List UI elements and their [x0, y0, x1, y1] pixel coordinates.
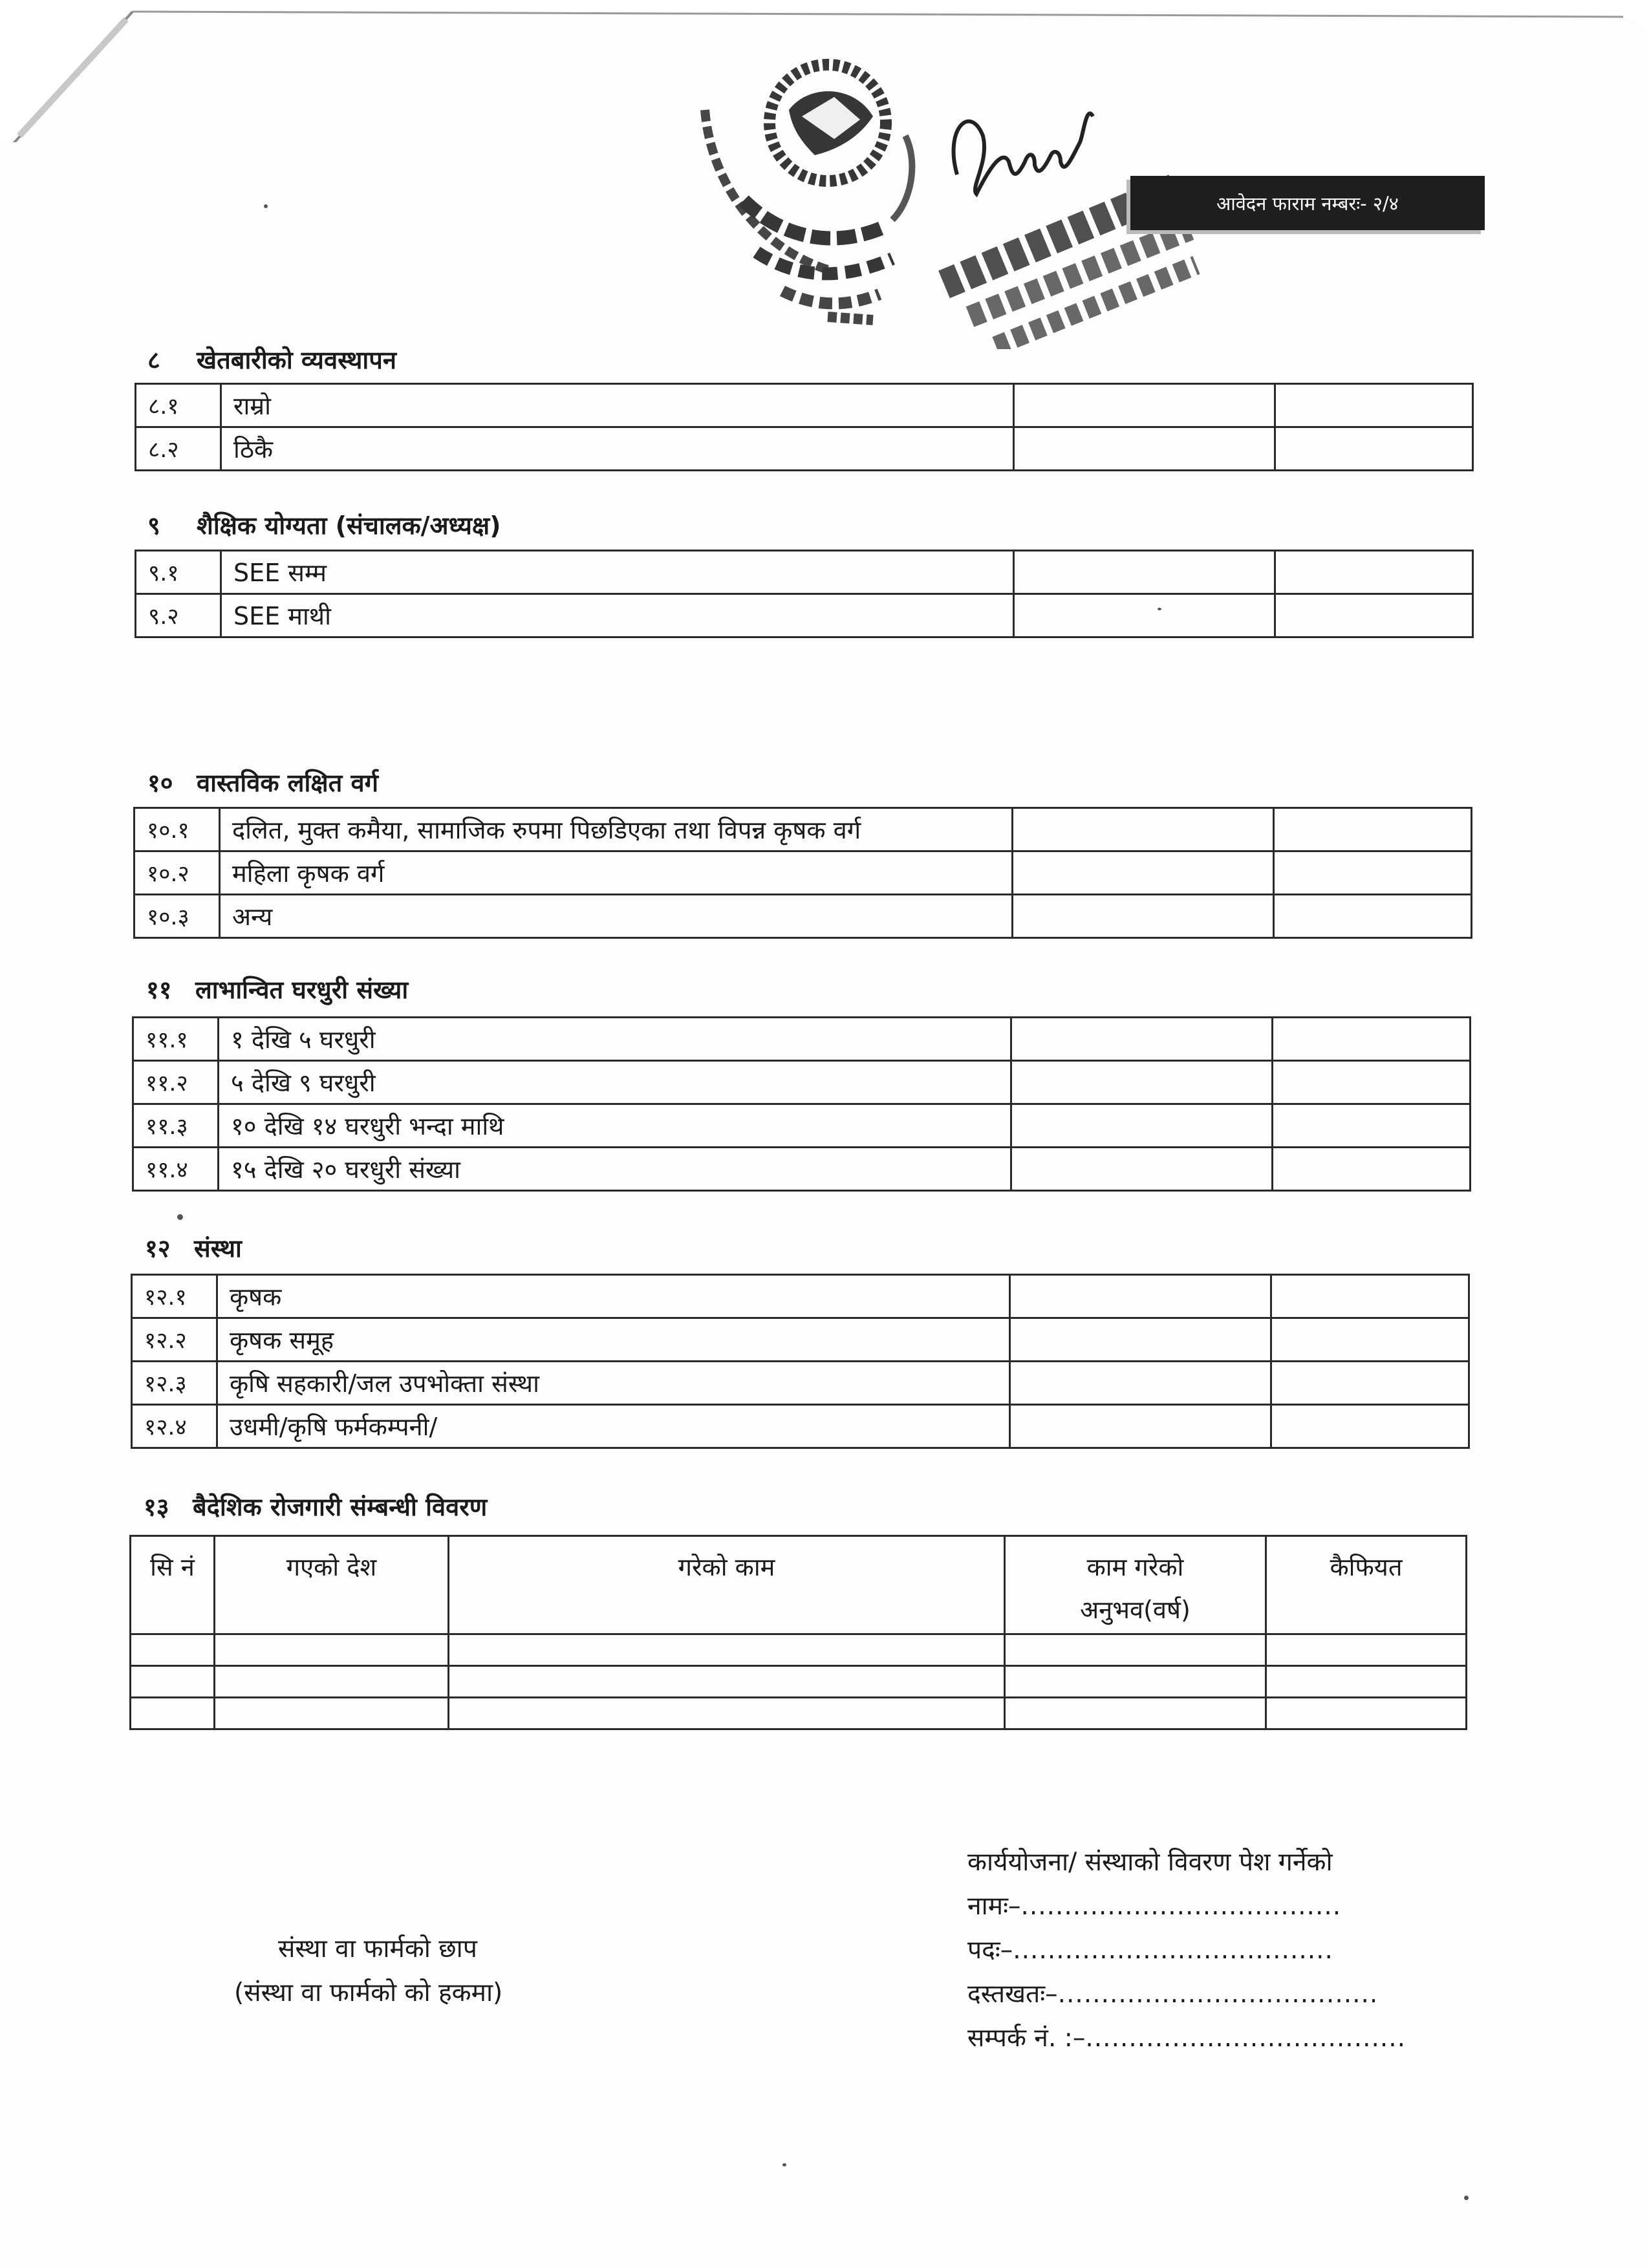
row-code: ११.३	[133, 1104, 219, 1148]
row-code: १२.१	[132, 1275, 217, 1318]
table-row	[132, 1275, 1469, 1318]
table-row	[136, 551, 1473, 594]
foreign-employment-table	[129, 1535, 1467, 1730]
scan-speck	[177, 1214, 183, 1220]
post-label: पदः–	[967, 1936, 1013, 1965]
row-code: १२.२	[132, 1318, 217, 1362]
table-row	[136, 427, 1473, 471]
section-heading: संस्था	[194, 1234, 242, 1263]
table-row	[132, 1405, 1469, 1448]
row-label: कृषि सहकारी/जल उपभोक्ता संस्था	[217, 1362, 1010, 1405]
column-header: सि नं	[131, 1536, 215, 1634]
table-row	[133, 1148, 1471, 1191]
name-dotted-line: .....................................	[1020, 1892, 1342, 1921]
row-answer-cell[interactable]	[1013, 808, 1274, 851]
row-remark-cell[interactable]	[1273, 1061, 1471, 1104]
row-label: १ देखि ५ घरधुरी	[219, 1018, 1011, 1061]
row-label: SEE माथी	[221, 594, 1014, 637]
row-answer-cell[interactable]	[1014, 551, 1275, 594]
table-cell[interactable]	[131, 1634, 215, 1666]
row-remark-cell[interactable]	[1274, 895, 1472, 938]
section-heading: खेतबारीको व्यवस्थापन	[197, 346, 396, 374]
name-field[interactable]	[967, 1888, 1341, 1922]
contact-field[interactable]	[967, 2020, 1406, 2054]
row-code: १०.१	[135, 808, 220, 851]
row-label: १० देखि १४ घरधुरी भन्दा माथि	[219, 1104, 1011, 1148]
table-row	[131, 1634, 1467, 1666]
row-code: १०.३	[135, 895, 220, 938]
row-answer-cell[interactable]	[1014, 384, 1275, 427]
row-remark-cell[interactable]	[1273, 1018, 1471, 1061]
section-9-title	[147, 508, 501, 542]
column-header: गएको देश	[215, 1536, 449, 1634]
form-number-label: आवेदन फाराम नम्बरः- २/४	[1130, 176, 1485, 230]
section-number: ११	[146, 976, 172, 1004]
section-12-title	[145, 1231, 242, 1265]
row-remark-cell[interactable]	[1275, 551, 1473, 594]
table-row	[135, 851, 1472, 895]
row-code: ११.१	[133, 1018, 219, 1061]
scan-speck	[1464, 2196, 1469, 2200]
row-code: ९.१	[136, 551, 221, 594]
section-9-table	[135, 550, 1474, 638]
table-row	[133, 1061, 1471, 1104]
name-label: नामः–	[967, 1892, 1021, 1921]
section-number: १२	[145, 1234, 171, 1263]
row-code: ११.४	[133, 1148, 219, 1191]
row-label: SEE सम्म	[221, 551, 1014, 594]
row-remark-cell[interactable]	[1275, 384, 1473, 427]
row-code: १२.४	[132, 1405, 217, 1448]
row-answer-cell[interactable]	[1014, 427, 1275, 471]
row-remark-cell[interactable]	[1273, 1148, 1471, 1191]
row-answer-cell[interactable]	[1014, 594, 1275, 637]
signature-field[interactable]	[967, 1976, 1378, 2010]
table-cell[interactable]	[131, 1666, 215, 1698]
table-row	[132, 1362, 1469, 1405]
row-answer-cell[interactable]	[1010, 1275, 1271, 1318]
table-row	[131, 1666, 1467, 1698]
row-remark-cell[interactable]	[1271, 1405, 1469, 1448]
table-cell[interactable]	[131, 1698, 215, 1729]
row-label: ५ देखि ९ घरधुरी	[219, 1061, 1011, 1104]
section-11-table	[132, 1016, 1471, 1192]
table-header-row	[131, 1536, 1467, 1634]
row-code: ८.२	[136, 427, 221, 471]
section-8-title	[147, 343, 396, 376]
table-cell[interactable]	[1266, 1698, 1467, 1729]
table-cell[interactable]	[1266, 1634, 1467, 1666]
scan-speck	[1158, 608, 1161, 610]
row-code: ८.१	[136, 384, 221, 427]
section-11-title	[146, 972, 408, 1006]
table-cell[interactable]	[215, 1666, 449, 1698]
table-row	[133, 1104, 1471, 1148]
row-label: दलित, मुक्त कमैया, सामाजिक रुपमा पिछडिएका तथा विपन्न कृषक वर्ग	[220, 808, 1013, 851]
section-10-title	[147, 765, 378, 799]
row-answer-cell[interactable]	[1013, 895, 1274, 938]
section-8-table	[135, 383, 1474, 471]
row-answer-cell[interactable]	[1011, 1104, 1273, 1148]
table-row	[135, 808, 1472, 851]
row-remark-cell[interactable]	[1271, 1318, 1469, 1362]
section-heading: वास्तविक लक्षित वर्ग	[197, 769, 379, 797]
scan-speck	[782, 2163, 786, 2166]
section-number: १०	[147, 769, 173, 797]
row-label: अन्य	[220, 895, 1013, 938]
contact-label: सम्पर्क नं. :–	[967, 2024, 1086, 2053]
row-remark-cell[interactable]	[1271, 1362, 1469, 1405]
section-number: ८	[147, 346, 160, 374]
row-answer-cell[interactable]	[1010, 1318, 1271, 1362]
row-answer-cell[interactable]	[1011, 1018, 1273, 1061]
row-label: राम्रो	[221, 384, 1014, 427]
section-10-table	[133, 807, 1472, 939]
section-heading: लाभान्वित घरधुरी संख्या	[195, 976, 409, 1004]
signature-dotted-line: .....................................	[1057, 1980, 1379, 2009]
table-cell[interactable]	[1005, 1698, 1266, 1729]
row-label: ठिकै	[221, 427, 1014, 471]
office-seal-stamp	[685, 58, 951, 343]
row-label: उधमी/कृषि फर्मकम्पनी/	[217, 1405, 1010, 1448]
contact-dotted-line: .....................................	[1085, 2024, 1406, 2053]
table-cell[interactable]	[215, 1634, 449, 1666]
table-cell[interactable]	[1266, 1666, 1467, 1698]
row-remark-cell[interactable]	[1275, 594, 1473, 637]
table-cell[interactable]	[1005, 1666, 1266, 1698]
row-remark-cell[interactable]	[1274, 851, 1472, 895]
column-header: काम गरेको अनुभव(वर्ष)	[1005, 1536, 1266, 1634]
row-code: १२.३	[132, 1362, 217, 1405]
section-heading: बैदेशिक रोजगारी संम्बन्धी विवरण	[193, 1493, 488, 1521]
submitter-title: कार्ययोजना/ संस्थाको विवरण पेश गर्नेको	[967, 1848, 1333, 1877]
scan-speck	[264, 204, 268, 208]
table-cell[interactable]	[1005, 1634, 1266, 1666]
table-row	[133, 1018, 1471, 1061]
signature-label: दस्तखतः–	[967, 1980, 1058, 2009]
section-12-table	[131, 1274, 1470, 1449]
table-cell[interactable]	[449, 1634, 1005, 1666]
row-label: महिला कृषक वर्ग	[220, 851, 1013, 895]
section-number: १३	[144, 1493, 169, 1521]
row-code: ९.२	[136, 594, 221, 637]
table-row	[136, 594, 1473, 637]
column-header: कैफियत	[1266, 1536, 1467, 1634]
row-label: कृषक समूह	[217, 1318, 1010, 1362]
row-label: कृषक	[217, 1275, 1010, 1318]
table-row	[132, 1318, 1469, 1362]
section-number: ९	[147, 511, 160, 540]
table-cell[interactable]	[449, 1698, 1005, 1729]
column-header: गरेको काम	[449, 1536, 1005, 1634]
table-row	[136, 384, 1473, 427]
row-remark-cell[interactable]	[1275, 427, 1473, 471]
section-13-title	[144, 1490, 487, 1523]
post-dotted-line: .....................................	[1013, 1936, 1333, 1965]
organization-stamp-label: संस्था वा फार्मको छाप	[278, 1934, 477, 1963]
row-code: १०.२	[135, 851, 220, 895]
table-row	[135, 895, 1472, 938]
row-code: ११.२	[133, 1061, 219, 1104]
row-answer-cell[interactable]	[1013, 851, 1274, 895]
row-remark-cell[interactable]	[1274, 808, 1472, 851]
organization-stamp-sublabel: (संस्था वा फार्मको को हकमा)	[234, 1978, 503, 2007]
section-heading: शैक्षिक योग्यता (संचालक/अध्यक्ष)	[197, 511, 501, 540]
row-remark-cell[interactable]	[1273, 1104, 1471, 1148]
row-answer-cell[interactable]	[1011, 1148, 1273, 1191]
table-row	[131, 1698, 1467, 1729]
row-answer-cell[interactable]	[1010, 1362, 1271, 1405]
row-answer-cell[interactable]	[1011, 1061, 1273, 1104]
row-answer-cell[interactable]	[1010, 1405, 1271, 1448]
row-remark-cell[interactable]	[1271, 1275, 1469, 1318]
table-cell[interactable]	[215, 1698, 449, 1729]
row-label: १५ देखि २० घरधुरी संख्या	[219, 1148, 1011, 1191]
table-cell[interactable]	[449, 1666, 1005, 1698]
post-field[interactable]	[967, 1932, 1333, 1966]
